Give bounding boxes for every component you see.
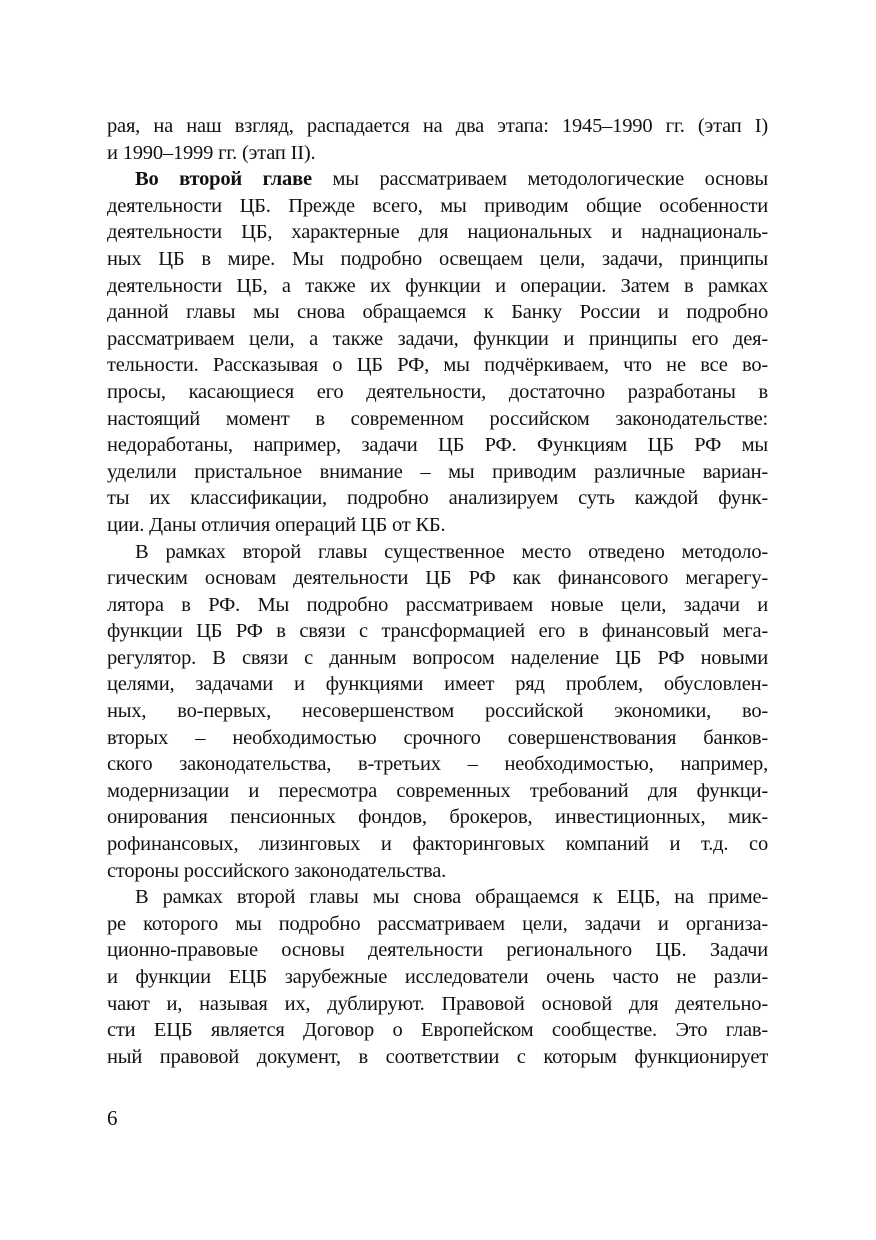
text-line <box>107 140 768 167</box>
line-text: стороны российского законодательства. <box>107 859 447 882</box>
text-line <box>107 618 768 645</box>
line-text: тельности. Рассказывая о ЦБ РФ, мы подчёркиваем, что не все во- <box>107 354 768 377</box>
line-text: рофинансовых, лизинговых и факторинговых компаний и т.д. со <box>107 833 768 856</box>
text-line <box>107 299 768 326</box>
line-text: В рамках второй главы мы снова обращаемся к ЕЦБ, на приме- <box>135 886 768 909</box>
line-text: вторых – необходимостью срочного совершенствования банков- <box>107 726 768 749</box>
text-line <box>107 539 768 566</box>
text-line <box>107 804 768 831</box>
line-text: онирования пенсионных фондов, брокеров, инвестиционных, мик- <box>107 806 768 829</box>
text-line <box>107 858 768 885</box>
text-line <box>107 1017 768 1044</box>
line-text: настоящий момент в современном российском законодательстве: <box>107 407 768 430</box>
text-line <box>107 778 768 805</box>
line-text: регулятор. В связи с данным вопросом наделение ЦБ РФ новыми <box>107 646 768 669</box>
line-text: ный правовой документ, в соответствии с которым функционирует <box>107 1045 768 1068</box>
text-line <box>107 246 768 273</box>
paragraph <box>107 166 768 538</box>
paragraph <box>107 539 768 885</box>
page-number: 6 <box>107 1106 118 1130</box>
line-text: рассматриваем цели, а также задачи, функции и принципы его дея- <box>107 327 768 350</box>
line-text: ты их классификации, подробно анализируем суть каждой функ- <box>107 487 768 510</box>
line-text: ционно-правовые основы деятельности регионального ЦБ. Задачи <box>107 939 768 962</box>
line-text: мы рассматриваем методологические основы <box>311 168 769 191</box>
text-line <box>107 725 768 752</box>
text-line <box>107 352 768 379</box>
text-line <box>107 1044 768 1071</box>
line-text: деятельности ЦБ, а также их функции и операции. Затем в рамках <box>107 274 768 297</box>
line-text: целями, задачами и функциями имеет ряд проблем, обусловлен- <box>107 673 768 696</box>
text-line <box>107 645 768 672</box>
text-line <box>107 432 768 459</box>
text-line <box>107 884 768 911</box>
line-text: ных, во-первых, несовершенством российской экономики, во- <box>107 700 768 723</box>
body-text <box>107 113 768 1070</box>
text-line <box>107 937 768 964</box>
line-text: гическим основам деятельности ЦБ РФ как финансового мегарегу- <box>107 567 768 590</box>
line-text: лятора в РФ. Мы подробно рассматриваем новые цели, задачи и <box>107 593 768 616</box>
text-line <box>107 406 768 433</box>
text-line <box>107 193 768 220</box>
text-line <box>107 671 768 698</box>
text-line <box>107 592 768 619</box>
text-line <box>107 751 768 778</box>
line-text: ных ЦБ в мире. Мы подробно освещаем цели, задачи, принципы <box>107 247 768 270</box>
line-text: функции ЦБ РФ в связи с трансформацией его в финансовый мега- <box>107 620 768 643</box>
line-text: недоработаны, например, задачи ЦБ РФ. Функциям ЦБ РФ мы <box>107 434 768 457</box>
text-line <box>107 219 768 246</box>
paragraph <box>107 113 768 166</box>
text-line <box>107 964 768 991</box>
text-line <box>107 113 768 140</box>
text-line <box>107 991 768 1018</box>
line-text: чают и, называя их, дублируют. Правовой основой для деятельно- <box>107 992 768 1015</box>
text-line <box>107 326 768 353</box>
text-line <box>107 512 768 539</box>
text-line <box>107 831 768 858</box>
line-text: уделили пристальное внимание – мы приводим различные вариан- <box>107 460 768 483</box>
text-line <box>107 273 768 300</box>
line-text: В рамках второй главы существенное место отведено методоло- <box>135 540 768 563</box>
line-text: деятельности ЦБ. Прежде всего, мы приводим общие особенности <box>107 194 768 217</box>
line-text: и 1990–1999 гг. (этап II). <box>107 141 316 164</box>
text-line <box>107 459 768 486</box>
text-line <box>107 911 768 938</box>
line-text: сти ЕЦБ является Договор о Европейском сообществе. Это глав- <box>107 1019 768 1042</box>
line-text: данной главы мы снова обращаемся к Банку России и подробно <box>107 301 768 324</box>
line-text: ции. Даны отличия операций ЦБ от КБ. <box>107 513 446 536</box>
line-text: деятельности ЦБ, характерные для национальных и наднациональ- <box>107 221 768 244</box>
text-line <box>107 379 768 406</box>
line-text: ского законодательства, в-третьих – необходимостью, например, <box>107 753 768 776</box>
text-line <box>107 166 768 193</box>
text-line <box>107 565 768 592</box>
line-text: ре которого мы подробно рассматриваем цели, задачи и организа- <box>107 912 768 935</box>
paragraph <box>107 884 768 1070</box>
bold-lead: Во второй главе <box>135 168 312 191</box>
text-line <box>107 485 768 512</box>
line-text: модернизации и пересмотра современных требований для функци- <box>107 779 768 802</box>
line-text: просы, касающиеся его деятельности, достаточно разработаны в <box>107 380 768 403</box>
text-line <box>107 698 768 725</box>
line-text: рая, на наш взгляд, распадается на два этапа: 1945–1990 гг. (этап I) <box>107 115 768 137</box>
line-text: и функции ЕЦБ зарубежные исследователи очень часто не разли- <box>107 966 768 988</box>
